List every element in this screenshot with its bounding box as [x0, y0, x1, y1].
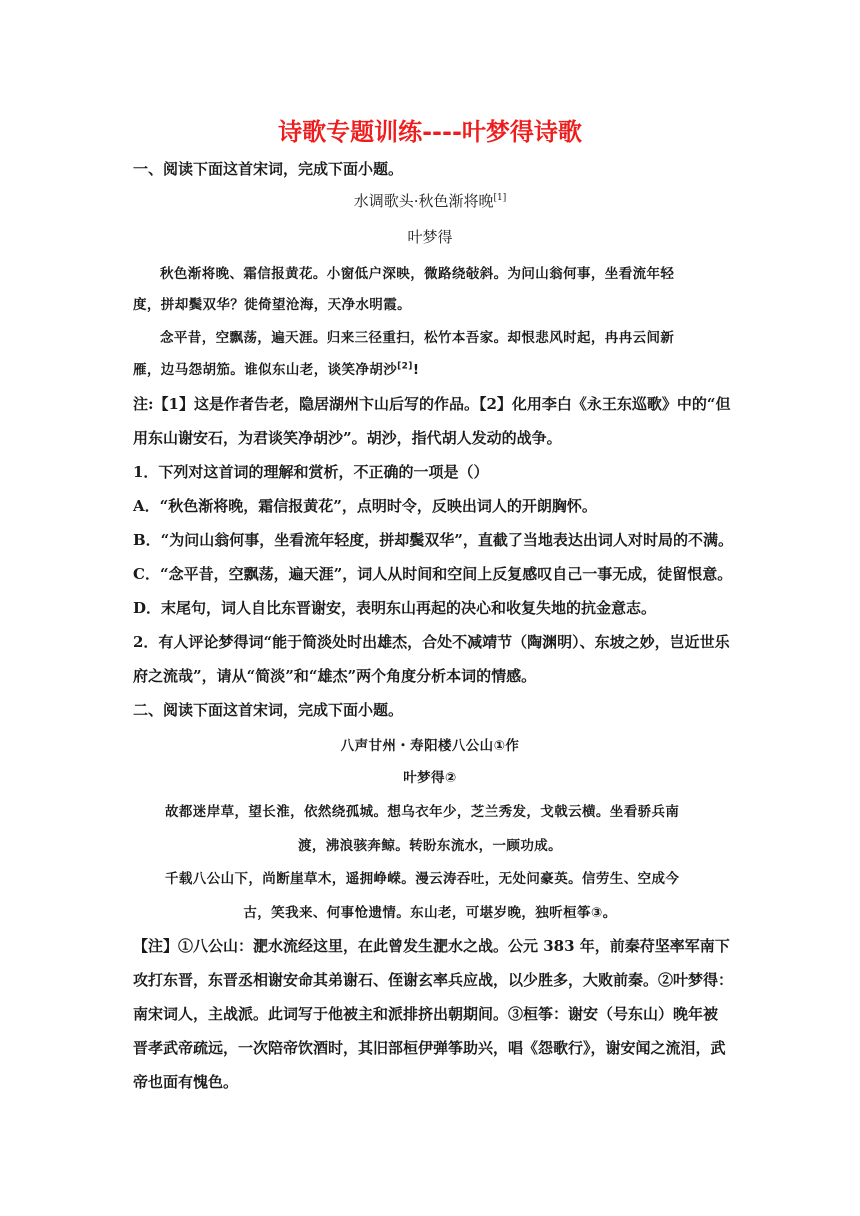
poem2-line: 故都迷岸草，望长淮，依然绕孤城。想乌衣年少，芝兰秀发，戈戟云横。坐看骄兵南 [165, 804, 680, 820]
question-1: 1．下列对这首词的理解和赏析，不正确的一项是（） [133, 463, 489, 481]
poem2-line: 古，笑我来、何事怆遗情。东山老，可堪岁晚，独听桓筝③。 [243, 905, 617, 921]
poem2-author: 叶梦得② [403, 770, 457, 786]
poem1-title-text: 水调歌头·秋色渐将晚 [353, 192, 494, 210]
poem1-line: 度，拼却鬓双华？徙倚望沧海，天净水明霞。 [133, 297, 411, 313]
note2-line: 帝也面有愧色。 [133, 1073, 239, 1091]
document-title: 诗歌专题训练----叶梦得诗歌 [278, 118, 582, 146]
poem2-line: 千载八公山下，尚断崖草木，遥拥峥嵘。漫云涛吞吐，无处问豪英。信劳生、空成今 [165, 871, 680, 887]
note2-line: 南宋词人，主战派。此词写于他被主和派排挤出朝期间。③桓筝：谢安（号东山）晚年被 [133, 1005, 719, 1023]
poem2-line: 渡，沸浪骇奔鲸。转盼东流水，一顾功成。 [297, 838, 563, 854]
poem1-line-end: ! [412, 362, 420, 378]
section1-heading: 一、阅读下面这首宋词，完成下面小题。 [133, 160, 404, 178]
option-a: A．“秋色渐将晚，霜信报黄花”，点明时令，反映出词人的开朗胸怀。 [133, 497, 597, 515]
note2-line: 【注】①八公山：淝水流经这里，在此曾发生淝水之战。公元 383 年，前秦苻坚率军南下 [133, 937, 730, 955]
option-b: B．“为问山翁何事，坐看流年轻度，拼却鬓双华”，直截了当地表达出词人对时局的不满。 [133, 531, 733, 549]
poem1-line [133, 358, 419, 378]
note1-line: 用东山谢安石，为君谈笑净胡沙”。胡沙，指代胡人发动的战争。 [133, 429, 562, 447]
question-2-cont: 府之流哉”，请从“简淡”和“雄杰”两个角度分析本词的情感。 [133, 667, 537, 685]
poem1-line: 秋色渐将晚、霜信报黄花。小窗低户深映，微路绕敧斜。为问山翁何事，坐看流年轻 [160, 266, 675, 282]
option-c: C．“念平昔，空飘荡，遍天涯”，词人从时间和空间上反复感叹自己一事无成，徒留恨意。 [133, 565, 733, 583]
note1-line: 注:【1】这是作者告老，隐居湖州卞山后写的作品。【2】化用李白《永王东巡歌》中的“但 [133, 395, 731, 413]
option-d: D．末尾句，词人自比东晋谢安，表明东山再起的决心和收复失地的抗金意志。 [133, 599, 657, 617]
poem1-author: 叶梦得 [407, 228, 453, 246]
note2-line: 攻打东晋，东晋丞相谢安命其弟谢石、侄谢玄率兵应战，以少胜多，大败前秦。②叶梦得： [133, 971, 734, 989]
poem1-line: 念平昔，空飘荡，遍天涯。归来三径重扫，松竹本吾家。却恨悲风时起，冉冉云间新 [160, 330, 675, 346]
poem1-title-footnote: [1] [493, 193, 507, 203]
poem1-line-text: 雁，边马怨胡笳。谁似东山老，谈笑净胡沙 [133, 362, 398, 378]
poem1-footnote: [2] [397, 361, 413, 372]
note2-line: 晋孝武帝疏远，一次陪帝饮酒时，其旧部桓伊弹筝助兴，唱《怨歌行》，谢安闻之流泪，武 [133, 1039, 726, 1057]
poem2-title: 八声甘州・寿阳楼八公山①作 [340, 738, 520, 754]
poem1-title [0, 190, 860, 211]
section2-heading: 二、阅读下面这首宋词，完成下面小题。 [133, 701, 404, 719]
question-2: 2．有人评论梦得词“能于简淡处时出雄杰，合处不减靖节（陶渊明）、东坡之妙，岂近世乐 [133, 633, 730, 651]
